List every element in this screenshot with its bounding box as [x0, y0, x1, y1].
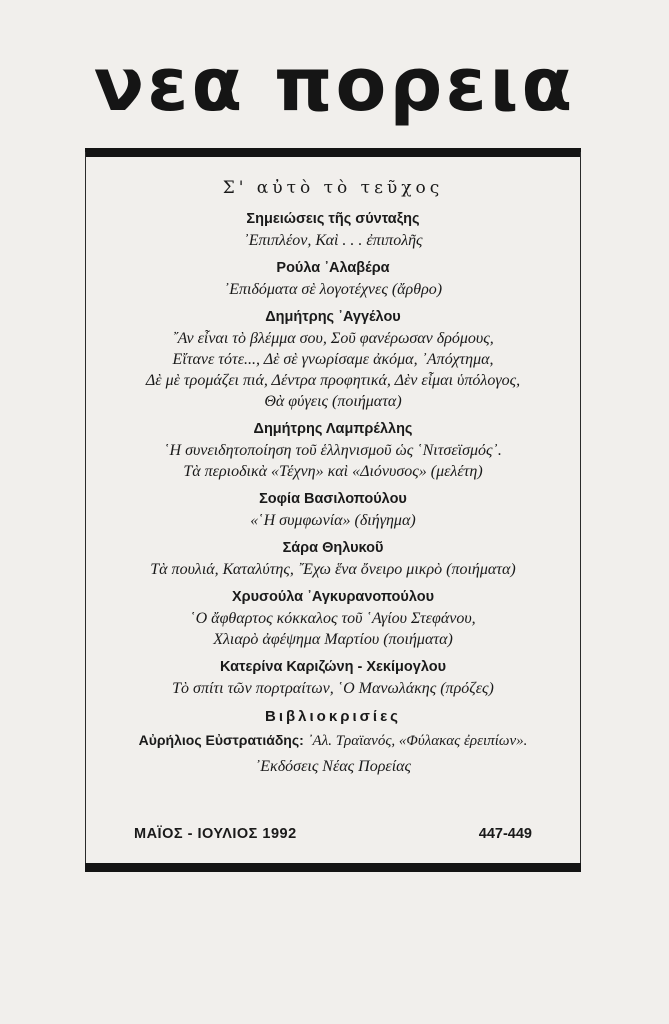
- entry-work-line: Τὰ περιοδικὰ «Τέχνη» καὶ «Διόνυσος» (μελέτη): [183, 463, 483, 480]
- entry-work-line: Τὰ πουλιά, Καταλύτης, ῎Εχω ἕνα ὄνειρο μικρὸ (ποιήματα): [150, 561, 516, 578]
- entry-author: Δημήτρης ᾿Αγγέλου: [265, 309, 401, 325]
- bottom-rule: [85, 863, 581, 872]
- reviews-title: Βιβλιοκρισίες: [265, 708, 401, 725]
- entry-work-line: ῾Ο ἄφθαρτος κόκκαλος τοῦ ῾Αγίου Στεφάνου,: [190, 610, 476, 627]
- entry-work-line: ῾Η συνειδητοποίηση τοῦ ἑλληνισμοῦ ὡς ῾Νιτσεϊσμός᾿.: [164, 442, 502, 459]
- entry-work-line: Δὲ μὲ τρομάζει πιά, Δέντρα προφητικά, Δὲν εἶμαι ὑπόλογος,: [145, 372, 521, 389]
- review-author: Αὐρήλιος Εὐστρατιάδης:: [138, 732, 304, 748]
- table-of-contents: [88, 178, 578, 783]
- review-text: ᾿Αλ. Τραϊανός, «Φύλακας ἐρειπίων».: [307, 733, 528, 749]
- contents-entries: [88, 208, 578, 699]
- entry-author: Σημειώσεις τῆς σύνταξης: [246, 211, 420, 227]
- entry-author: Ρούλα ᾿Αλαβέρα: [276, 260, 390, 276]
- publisher-line: ᾿Εκδόσεις Νέας Πορείας: [254, 758, 412, 775]
- entry-work-line: Θὰ φύγεις (ποιήματα): [264, 393, 402, 410]
- entry-work-line: Τὸ σπίτι τῶν πορτραίτων, ῾Ο Μανωλάκης (πρόζες): [172, 680, 494, 697]
- contents-heading: Σ' αὐτὸ τὸ τεῦχος: [222, 178, 444, 198]
- entry-work-line: ᾿Επιδόματα σὲ λογοτέχνες (ἄρθρο): [223, 281, 443, 298]
- magazine-title: νεα πορεια: [93, 42, 576, 128]
- entry-author: Σοφία Βασιλοπούλου: [259, 491, 407, 507]
- entry-work-line: «῾Η συμφωνία» (διήγημα): [250, 512, 416, 529]
- entry-author: Σάρα Θηλυκοῦ: [282, 540, 384, 556]
- entry-work-line: ᾿Επιπλέον, Καὶ . . . ἐπιπολῆς: [243, 232, 423, 249]
- entry-work-line: ῎Αν εἶναι τὸ βλέμμα σου, Σοῦ φανέρωσαν δρόμους,: [172, 330, 494, 347]
- issue-number: 447-449: [478, 826, 532, 842]
- entry-author: Δημήτρης Λαμπρέλλης: [253, 421, 413, 437]
- entry-author: Κατερίνα Καριζώνη - Χεκίμογλου: [219, 659, 447, 675]
- entry-work-line: Χλιαρὸ ἀφέψημα Μαρτίου (ποιήματα): [213, 631, 453, 648]
- review-line: [88, 729, 578, 752]
- issue-date: ΜΑΪΟΣ - ΙΟΥΛΙΟΣ 1992: [134, 826, 297, 842]
- entry-work-line: Εἴτανε τότε..., Δὲ σὲ γνωρίσαμε ἀκόμα, ᾿Απόχτημα,: [172, 351, 494, 368]
- entry-author: Χρυσούλα ᾿Αγκυρανοπούλου: [231, 589, 435, 605]
